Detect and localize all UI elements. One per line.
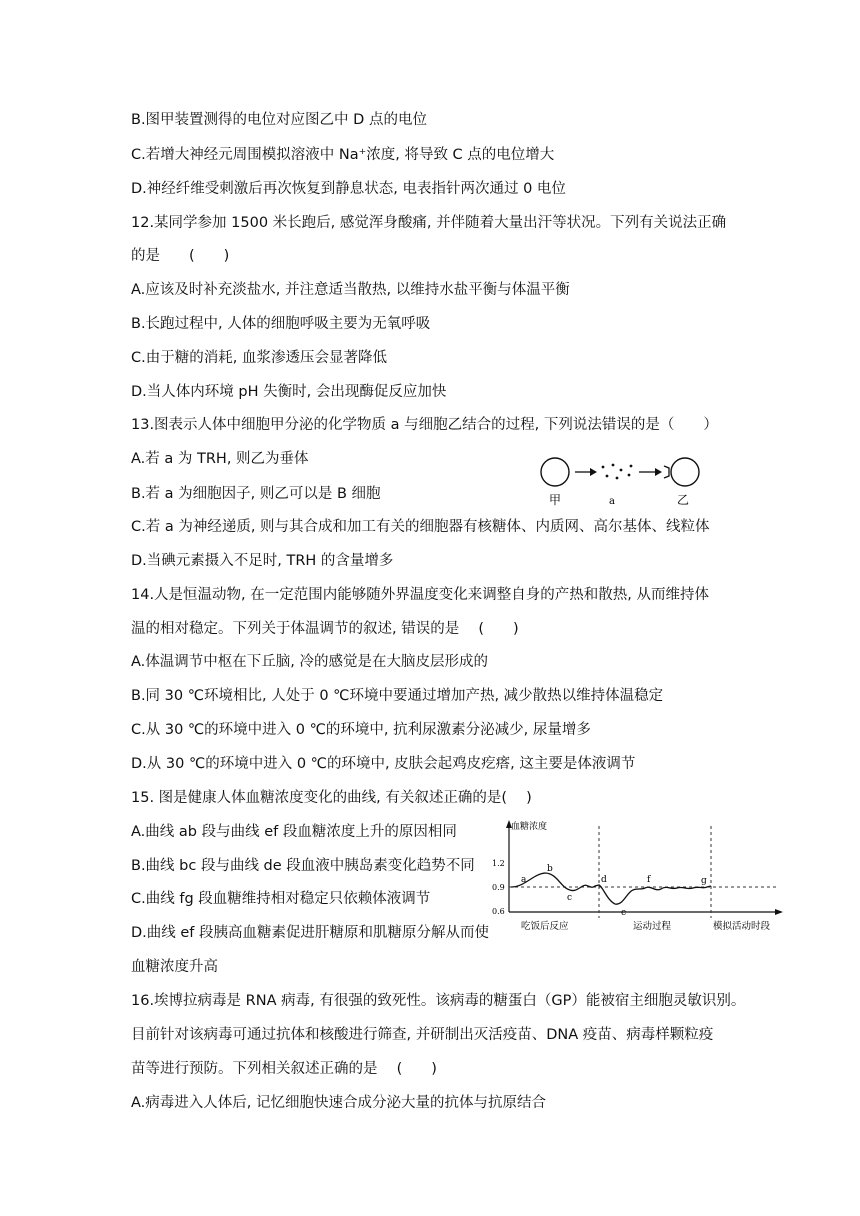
option-13-a: A.若 a 为 TRH, 则乙为垂体 xyxy=(131,451,309,467)
option-14-a: A.体温调节中枢在下丘脑, 冷的感觉是在大脑皮层形成的 xyxy=(131,654,488,670)
glucose-curve xyxy=(511,873,711,904)
arrow-right-icon xyxy=(575,468,597,476)
cell-jia-label: 甲 xyxy=(549,493,562,507)
option-13-c: C.若 a 为神经递质, 则与其合成和加工有关的细胞器有核糖体、内质网、高尔基体、线粒体 xyxy=(131,519,710,535)
option-14-d: D.从 30 ℃的环境中进入 0 ℃的环境中, 皮肤会起鸡皮疙瘩, 这主要是体液调节 xyxy=(131,756,636,772)
point-label-g: g xyxy=(701,876,707,886)
phase-label-meal: 吃饭后反应 xyxy=(521,921,569,932)
blood-glucose-chart xyxy=(492,818,785,933)
option-12-c: C.由于糖的消耗, 血浆渗透压会显著降低 xyxy=(131,350,387,366)
point-label-a: a xyxy=(521,875,527,885)
option-14-b: B.同 30 ℃环境相比, 人处于 0 ℃环境中要通过增加产热, 减少散热以维持体温稳定 xyxy=(131,688,664,704)
y-axis-label: 血糖浓度 xyxy=(511,822,548,832)
option-11-b: B.图甲装置测得的电位对应图乙中 D 点的电位 xyxy=(131,112,427,128)
question-12-stem-cont: 的是 ( ) xyxy=(131,248,230,264)
molecule-label: a xyxy=(609,496,615,507)
option-14-c: C.从 30 ℃的环境中进入 0 ℃的环境中, 抗利尿激素分泌减少, 尿量增多 xyxy=(131,722,591,738)
cell-jia-circle xyxy=(541,458,569,486)
point-label-b: b xyxy=(547,864,553,874)
option-15-d: D.曲线 ef 段胰高血糖素促进肝糖原和肌糖原分解从而使 xyxy=(131,925,490,941)
question-15-stem: 15. 图是健康人体血糖浓度变化的曲线, 有关叙述正确的是( ) xyxy=(131,790,532,806)
phase-label-exercise: 运动过程 xyxy=(633,921,672,932)
question-14-stem-cont: 温的相对稳定。下列关于体温调节的叙述, 错误的是 ( ) xyxy=(131,621,519,637)
y-tick-label: 1.2 xyxy=(492,859,505,868)
point-label-f: f xyxy=(647,875,651,885)
question-16-stem: 16.埃博拉病毒是 RNA 病毒, 有很强的致死性。该病毒的糖蛋白（GP）能被宿主细胞灵敏识别。 xyxy=(131,993,746,1009)
arrow-right-icon xyxy=(639,468,662,476)
option-13-d: D.当碘元素摄入不足时, TRH 的含量增多 xyxy=(131,553,394,569)
option-15-a: A.曲线 ab 段与曲线 ef 段血糖浓度上升的原因相同 xyxy=(131,824,457,840)
receptor-shape xyxy=(664,466,669,478)
cell-secretion-diagram xyxy=(535,454,715,510)
y-tick-label: 0.9 xyxy=(492,883,505,892)
option-15-c: C.曲线 fg 段血糖维持相对稳定只依赖体液调节 xyxy=(131,891,431,907)
phase-label-simulated: 模拟活动时段 xyxy=(713,921,771,932)
option-13-b: B.若 a 为细胞因子, 则乙可以是 B 细胞 xyxy=(131,486,381,502)
x-axis xyxy=(509,909,783,915)
point-label-d: d xyxy=(601,875,607,885)
molecule-dots xyxy=(602,464,633,480)
question-13-stem: 13.图表示人体中细胞甲分泌的化学物质 a 与细胞乙结合的过程, 下列说法错误的是（ ） xyxy=(131,417,718,433)
question-14-stem: 14.人是恒温动物, 在一定范围内能够随外界温度变化来调整自身的产热和散热, 从而维持体 xyxy=(131,587,709,603)
option-12-a: A.应该及时补充淡盐水, 并注意适当散热, 以维持水盐平衡与体温平衡 xyxy=(131,282,570,298)
option-12-b: B.长跑过程中, 人体的细胞呼吸主要为无氧呼吸 xyxy=(131,316,431,332)
cell-yi-label: 乙 xyxy=(677,493,690,507)
point-label-e: e xyxy=(621,908,627,918)
option-16-a: A.病毒进入人体后, 记忆细胞快速合成分泌大量的抗体与抗原结合 xyxy=(131,1095,546,1111)
question-12-stem: 12.某同学参加 1500 米长跑后, 感觉浑身酸痛, 并伴随着大量出汗等状况。下列有关说法正确 xyxy=(131,215,727,231)
y-axis xyxy=(506,820,512,912)
y-tick-label: 0.6 xyxy=(492,907,505,916)
option-11-c: C.若增大神经元周围模拟溶液中 Na⁺浓度, 将导致 C 点的电位增大 xyxy=(131,147,555,163)
option-11-d: D.神经纤维受刺激后再次恢复到静息状态, 电表指针两次通过 0 电位 xyxy=(131,181,566,197)
option-15-d-cont: 血糖浓度升高 xyxy=(131,959,218,975)
cell-yi-circle xyxy=(671,458,699,486)
option-12-d: D.当人体内环境 pH 失衡时, 会出现酶促反应加快 xyxy=(131,384,447,400)
point-label-c: c xyxy=(567,893,573,903)
question-16-stem-cont2: 苗等进行预防。下列相关叙述正确的是 ( ) xyxy=(131,1061,437,1077)
option-15-b: B.曲线 bc 段与曲线 de 段血液中胰岛素变化趋势不同 xyxy=(131,858,475,874)
question-16-stem-cont: 目前针对该病毒可通过抗体和核酸进行筛查, 并研制出灭活疫苗、DNA 疫苗、病毒样颗粒疫 xyxy=(131,1027,714,1043)
